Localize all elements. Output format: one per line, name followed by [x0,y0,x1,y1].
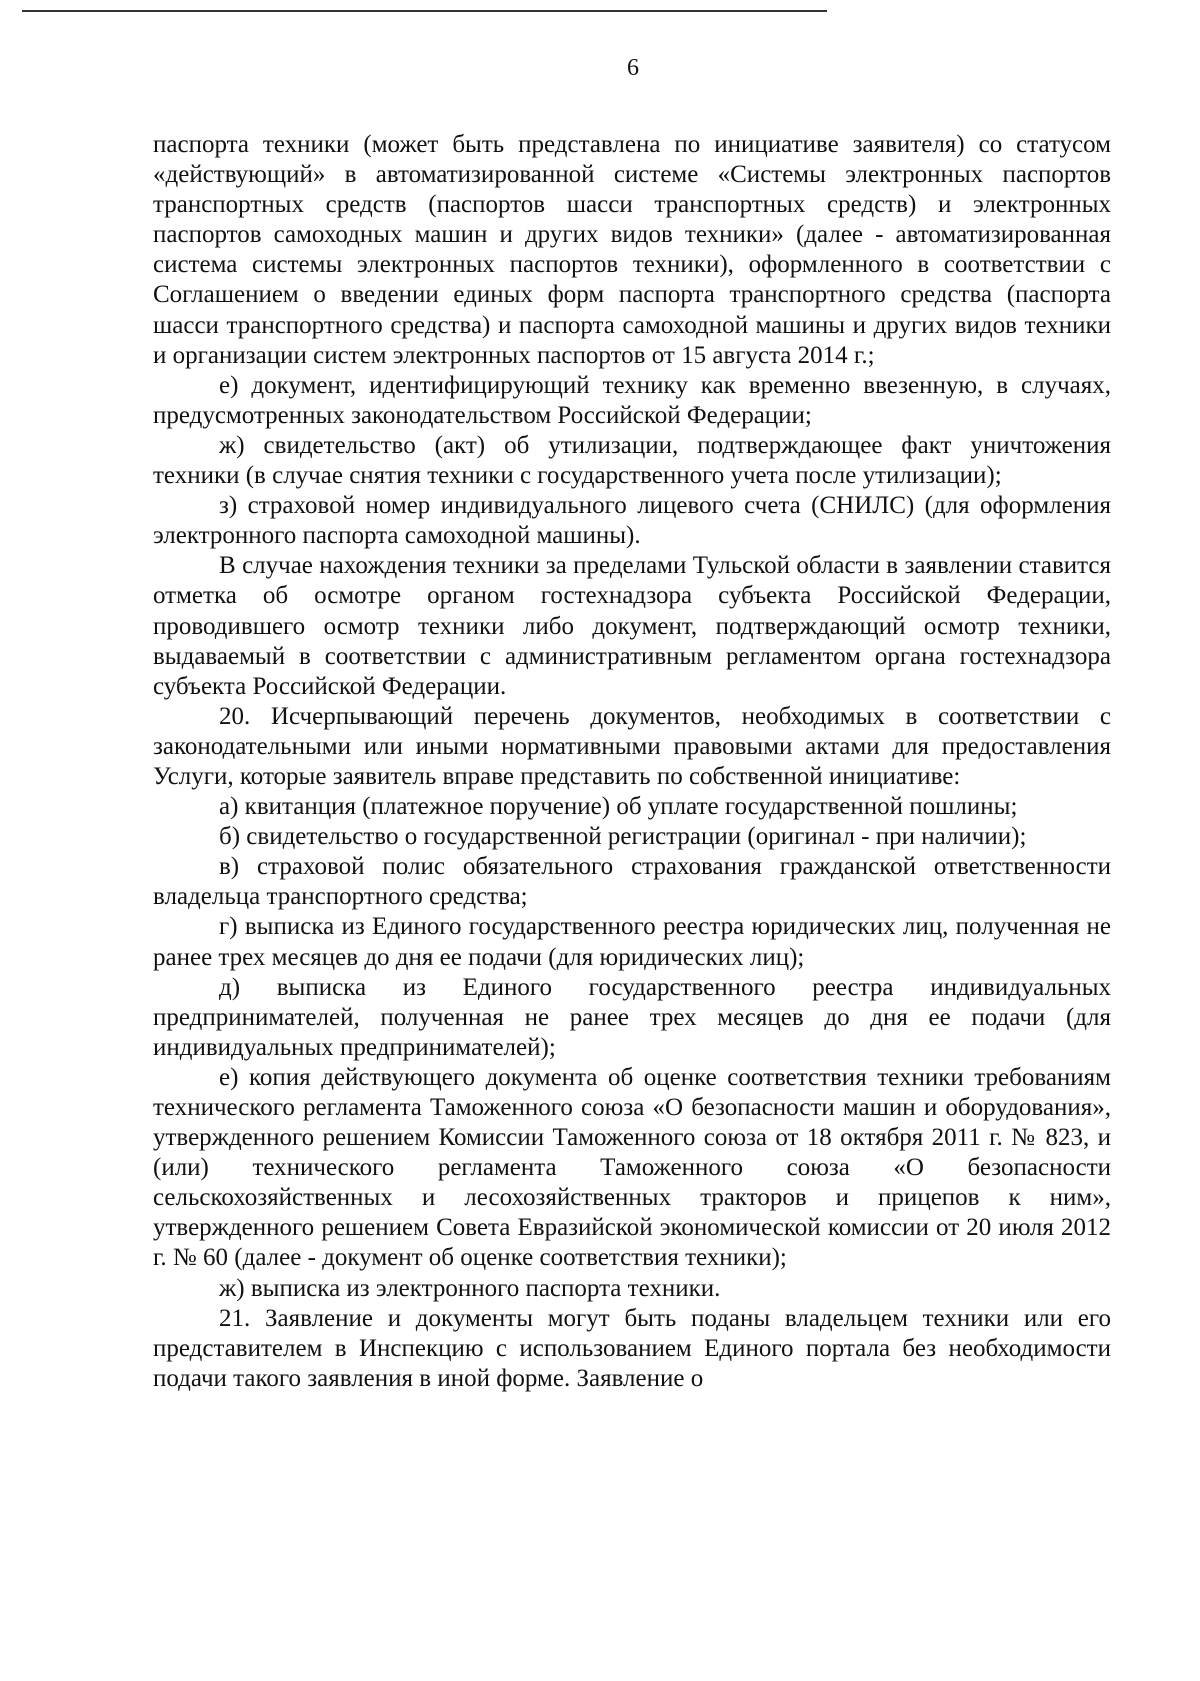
document-body [153,130,1111,1394]
paragraph-outside-region: В случае нахождения техники за пределами Тульской области в заявлении ставится отметка об осмотре органом гостехнадзора субъекта Российской Федерации, проводившего осмотр техники либо документ, подтверждающий осмотр техники, выдаваемый в соответствии с административным регламентом органа гостехнадзора субъекта Российской Федерации. [153,552,1111,700]
paragraph-item-d: д) выписка из Единого государственного реестра индивидуальных предпринимателей, полученная не ранее трех месяцев до дня ее подачи (для индивидуальных предпринимателей); [153,973,1111,1061]
paragraph-item-e2: е) копия действующего документа об оценке соответствия техники требованиям технического регламента Таможенного союза «О безопасности машин и оборудования», утвержденного решением Комиссии Таможенного союза от 18 октября 2011 г. № 823, и (или) технического регламента Таможенного союза «О безопасности сельскохозяйственных и лесохозяйственных тракторов и прицепов к ним», утвержденного решением Совета Евразийской экономической комиссии от 20 июля 2012 г. № 60 (далее - документ об оценке соответствия техники); [153,1063,1111,1272]
page-number: 6 [627,55,639,81]
paragraph-item-e: е) документ, идентифицирующий технику как временно ввезенную, в случаях, предусмотренных законодательством Российской Федерации; [153,371,1111,429]
paragraph-continuation: паспорта техники (может быть представлена по инициативе заявителя) со статусом «действующий» в автоматизированной системе «Системы электронных паспортов транспортных средств (паспортов шасси транспортных средств) и электронных паспортов самоходных машин и других видов техники» (далее - автоматизированная система системы электронных паспортов техники), оформленного в соответствии с Соглашением о введении единых форм паспорта транспортного средства (паспорта шасси транспортного средства) и паспорта самоходной машины и других видов техники и организации систем электронных паспортов от 15 августа 2014 г.; [153,131,1111,369]
paragraph-item-zh: ж) свидетельство (акт) об утилизации, подтверждающее факт уничтожения техники (в случае снятия техники с государственного учета после утилизации); [153,431,1111,490]
header-rule [22,10,827,12]
paragraph-item-g: г) выписка из Единого государственного реестра юридических лиц, полученная не ранее трех месяцев до дня ее подачи (для юридических лиц); [153,913,1111,971]
paragraph-section-21: 21. Заявление и документы могут быть поданы владельцем техники или его представителем в Инспекцию с использованием Единого портала без необходимости подачи такого заявления в иной форме. Заявление о [153,1304,1111,1392]
paragraph-item-b: б) свидетельство о государственной регистрации (оригинал - при наличии); [219,823,1027,851]
paragraph-item-z: з) страховой номер индивидуального лицевого счета (СНИЛС) (для оформления электронного паспорта самоходной машины). [153,492,1111,550]
paragraph-item-v: в) страховой полис обязательного страхования гражданской ответственности владельца транспортного средства; [153,853,1111,911]
paragraph-item-zh2: ж) выписка из электронного паспорта техники. [219,1274,721,1302]
paragraph-section-20: 20. Исчерпывающий перечень документов, необходимых в соответствии с законодательными или иными нормативными правовыми актами для предоставления Услуги, которые заявитель вправе представить по собственной инициативе: [153,702,1111,790]
paragraph-item-a: а) квитанция (платежное поручение) об уплате государственной пошлины; [219,793,1018,821]
